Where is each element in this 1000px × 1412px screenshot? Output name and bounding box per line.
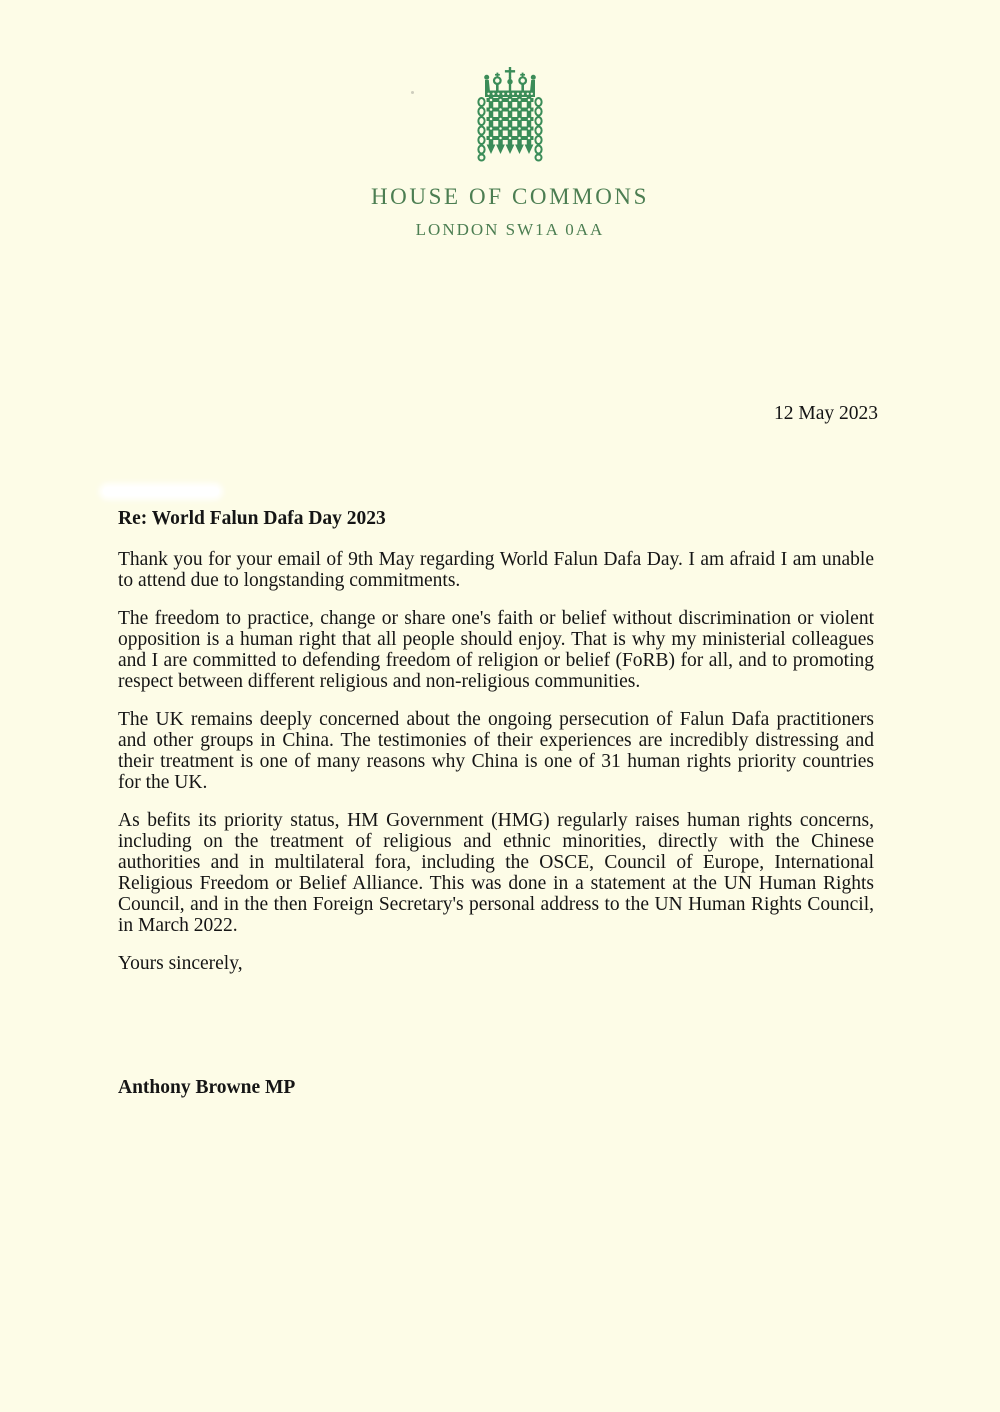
letter-date: 12 May 2023 bbox=[774, 403, 878, 424]
org-name: HOUSE OF COMMONS bbox=[370, 184, 650, 209]
house-of-commons-portcullis-icon bbox=[470, 66, 550, 164]
paragraph-1: Thank you for your email of 9th May regarding World Falun Dafa Day. I am afraid I am unable to attend due to longstanding commitments. bbox=[118, 549, 874, 591]
signature-name: Anthony Browne MP bbox=[118, 1077, 296, 1098]
letter-body bbox=[118, 549, 874, 1115]
redacted-recipient-overlay bbox=[103, 487, 219, 496]
paragraph-3: The UK remains deeply concerned about the ongoing persecution of Falun Dafa practitioners and other groups in China. The testimonies of their experiences are incredibly distressing and their treatment is one of many reasons why China is one of 31 human rights priority countries for the UK. bbox=[118, 709, 874, 793]
scan-speck bbox=[411, 91, 414, 94]
paragraph-2: The freedom to practice, change or share one's faith or belief without discrimination or violent opposition is a human right that all people should enjoy. That is why my ministerial colleagues and I are committed to defending freedom of religion or belief (FoRB) for all, and to promoting respect between different religious and non-religious communities. bbox=[118, 608, 874, 692]
paragraph-4: As befits its priority status, HM Government (HMG) regularly raises human rights concerns, including on the treatment of religious and ethnic minorities, directly with the Chinese authorities and in multilateral fora, including the OSCE, Council of Europe, International Religious Freedom or Belief Alliance. This was done in a statement at the UN Human Rights Council, and in the then Foreign Secretary's personal address to the UN Human Rights Council, in March 2022. bbox=[118, 810, 874, 936]
subject-line: Re: World Falun Dafa Day 2023 bbox=[118, 508, 386, 529]
org-address: LONDON SW1A 0AA bbox=[415, 220, 605, 239]
closing-line: Yours sincerely, bbox=[118, 953, 243, 974]
